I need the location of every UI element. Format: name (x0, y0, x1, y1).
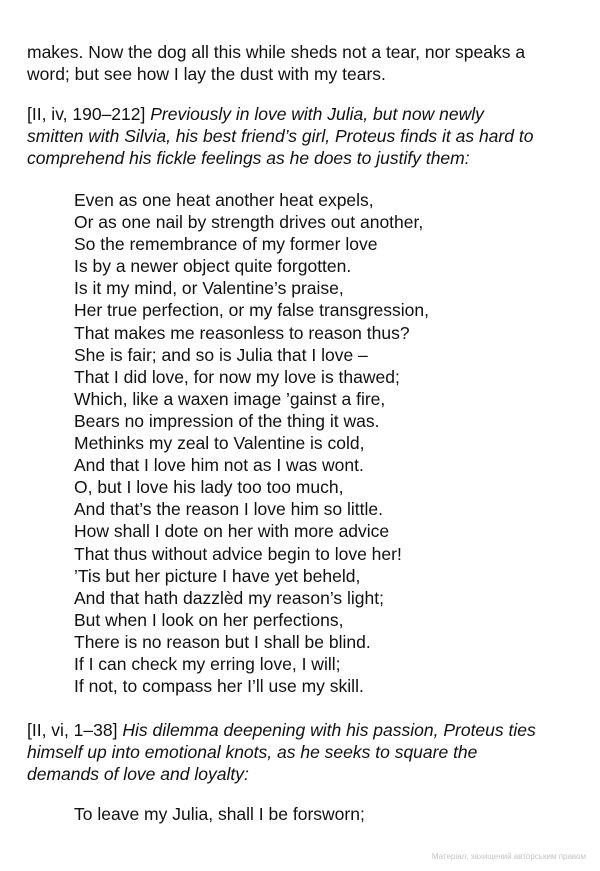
verse-block-2 (74, 803, 574, 825)
verse-line: That makes me reasonless to reason thus? (74, 322, 410, 343)
verse-line: ’Tis but her picture I have yet beheld, (74, 565, 361, 586)
verse-line: Methinks my zeal to Valentine is cold, (74, 433, 365, 454)
intro-line: makes. Now the dog all this while sheds not a tear, nor speaks a (27, 42, 526, 62)
verse-line: She is fair; and so is Julia that I love – (74, 344, 368, 365)
copyright-watermark: Матеріал, захищений авторським правом (431, 852, 586, 861)
scene-description: Previously in love with Julia, but now newly (150, 104, 484, 124)
verse-line: If not, to compass her I’ll use my skill. (74, 676, 364, 697)
verse-line: To leave my Julia, shall I be forsworn; (74, 804, 365, 824)
verse-line: There is no reason but I shall be blind. (74, 631, 371, 652)
verse-line: If I can check my erring love, I will; (74, 653, 341, 674)
intro-paragraph (27, 41, 577, 85)
verse-line: Or as one nail by strength drives out another, (74, 212, 424, 233)
intro-line: word; but see how I lay the dust with my tears. (27, 64, 386, 84)
verse-line: So the remembrance of my former love (74, 234, 378, 255)
section-heading-2 (27, 719, 577, 785)
verse-line: And that hath dazzlèd my reason’s light; (74, 587, 385, 608)
verse-line: That I did love, for now my love is thawed; (74, 366, 400, 387)
verse-line: O, but I love his lady too too much, (74, 477, 344, 498)
scene-reference: [II, iv, 190–212] (27, 104, 146, 124)
verse-line: Even as one heat another heat expels, (74, 190, 374, 210)
verse-line: And that I love him not as I was wont. (74, 455, 364, 476)
scene-description: His dilemma deepening with his passion, Proteus ties (122, 720, 536, 740)
verse-line: Is by a newer object quite forgotten. (74, 256, 352, 277)
scene-description-line: himself up into emotional knots, as he seeks to square the (27, 742, 478, 762)
scene-description-line: smitten with Silvia, his best friend’s girl, Proteus finds it as hard to (27, 126, 534, 146)
verse-line: How shall I dote on her with more advice (74, 521, 390, 542)
verse-line: But when I look on her perfections, (74, 609, 344, 630)
scene-description-line: demands of love and loyalty: (27, 764, 249, 784)
scene-description-line: comprehend his fickle feelings as he does to justify them: (27, 148, 470, 168)
verse-line: Her true perfection, or my false transgression, (74, 300, 430, 321)
verse-line: That thus without advice begin to love her! (74, 543, 402, 564)
verse-line: Is it my mind, or Valentine’s praise, (74, 278, 344, 299)
verse-line: Which, like a waxen image ’gainst a fire, (74, 388, 386, 409)
section-heading-1 (27, 103, 577, 169)
verse-line: And that’s the reason I love him so little. (74, 499, 384, 520)
verse-block-1 (74, 189, 574, 697)
verse-line: Bears no impression of the thing it was. (74, 410, 380, 431)
scene-reference: [II, vi, 1–38] (27, 720, 118, 740)
